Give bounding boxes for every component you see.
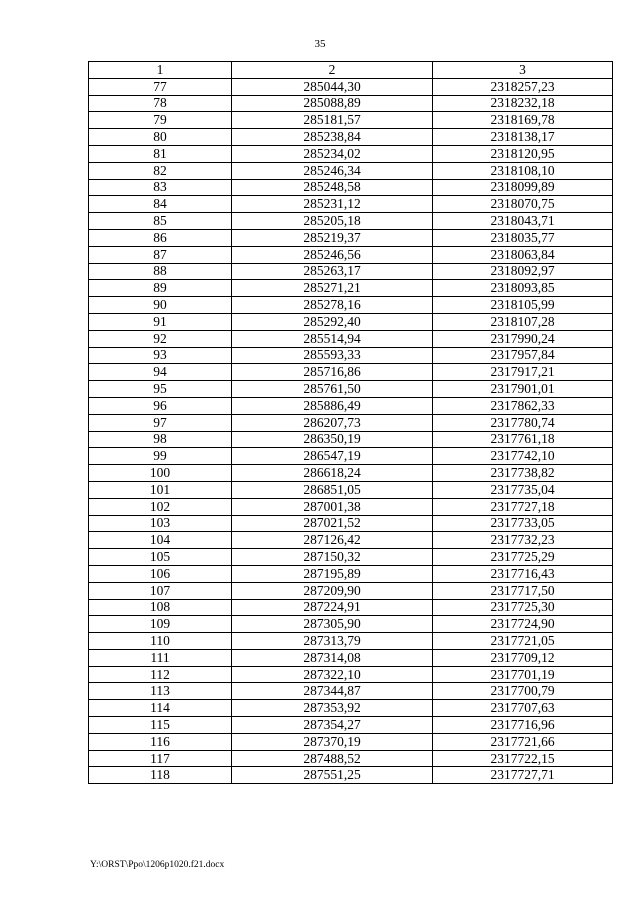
table-cell-col-3: 2318043,71 — [433, 213, 613, 230]
table-cell-col-3: 2317735,04 — [433, 481, 613, 498]
table-cell-col-3: 2317716,96 — [433, 717, 613, 734]
table-cell-col-2: 285271,21 — [232, 280, 433, 297]
table-cell-col-2: 285246,34 — [232, 162, 433, 179]
table-cell-col-1: 100 — [89, 465, 232, 482]
table-body — [89, 78, 613, 783]
table-row — [89, 465, 613, 482]
table-cell-col-1: 98 — [89, 431, 232, 448]
table-row — [89, 112, 613, 129]
table-cell-col-1: 96 — [89, 397, 232, 414]
table-cell-col-2: 285044,30 — [232, 78, 433, 95]
table-cell-col-1: 90 — [89, 297, 232, 314]
table-cell-col-2: 287001,38 — [232, 498, 433, 515]
table-cell-col-2: 287551,25 — [232, 767, 433, 784]
table-row — [89, 347, 613, 364]
table-cell-col-3: 2317727,71 — [433, 767, 613, 784]
table-row — [89, 666, 613, 683]
table-row — [89, 599, 613, 616]
table-cell-col-2: 285292,40 — [232, 313, 433, 330]
table-cell-col-2: 287209,90 — [232, 582, 433, 599]
table-row — [89, 313, 613, 330]
table-cell-col-2: 287126,42 — [232, 532, 433, 549]
table-row — [89, 549, 613, 566]
table-row — [89, 229, 613, 246]
table-row — [89, 280, 613, 297]
table-cell-col-1: 94 — [89, 364, 232, 381]
table-row — [89, 717, 613, 734]
table-cell-col-3: 2318035,77 — [433, 229, 613, 246]
table-cell-col-1: 118 — [89, 767, 232, 784]
table-cell-col-1: 106 — [89, 565, 232, 582]
table-cell-col-1: 89 — [89, 280, 232, 297]
table-cell-col-2: 286547,19 — [232, 448, 433, 465]
table-cell-col-2: 286207,73 — [232, 414, 433, 431]
table-cell-col-1: 85 — [89, 213, 232, 230]
table-cell-col-3: 2317709,12 — [433, 649, 613, 666]
table-cell-col-3: 2318107,28 — [433, 313, 613, 330]
table-cell-col-1: 111 — [89, 649, 232, 666]
table-cell-col-2: 285181,57 — [232, 112, 433, 129]
table-cell-col-3: 2317707,63 — [433, 700, 613, 717]
table-cell-col-3: 2318120,95 — [433, 145, 613, 162]
table-cell-col-2: 286350,19 — [232, 431, 433, 448]
table-row — [89, 129, 613, 146]
table-cell-col-1: 104 — [89, 532, 232, 549]
table-cell-col-3: 2318092,97 — [433, 263, 613, 280]
table-row — [89, 162, 613, 179]
table-cell-col-3: 2317722,15 — [433, 750, 613, 767]
table-cell-col-1: 103 — [89, 515, 232, 532]
table-cell-col-2: 285716,86 — [232, 364, 433, 381]
table-row — [89, 297, 613, 314]
table-cell-col-2: 285231,12 — [232, 196, 433, 213]
table-cell-col-1: 92 — [89, 330, 232, 347]
table-cell-col-2: 286851,05 — [232, 481, 433, 498]
table-cell-col-2: 285238,84 — [232, 129, 433, 146]
table-cell-col-1: 102 — [89, 498, 232, 515]
table-cell-col-1: 91 — [89, 313, 232, 330]
table-cell-col-1: 79 — [89, 112, 232, 129]
table-row — [89, 364, 613, 381]
table-cell-col-3: 2318108,10 — [433, 162, 613, 179]
table-cell-col-2: 287322,10 — [232, 666, 433, 683]
table-cell-col-3: 2318257,23 — [433, 78, 613, 95]
table-cell-col-3: 2317738,82 — [433, 465, 613, 482]
table-cell-col-3: 2318138,17 — [433, 129, 613, 146]
table-cell-col-1: 95 — [89, 381, 232, 398]
table-cell-col-2: 285886,49 — [232, 397, 433, 414]
table-row — [89, 145, 613, 162]
table-cell-col-3: 2318099,89 — [433, 179, 613, 196]
table-row — [89, 330, 613, 347]
table-cell-col-1: 109 — [89, 616, 232, 633]
table-cell-col-1: 107 — [89, 582, 232, 599]
table-cell-col-3: 2318105,99 — [433, 297, 613, 314]
table-row — [89, 498, 613, 515]
table-cell-col-1: 77 — [89, 78, 232, 95]
table-row — [89, 481, 613, 498]
table-row — [89, 733, 613, 750]
table-cell-col-3: 2317917,21 — [433, 364, 613, 381]
table-row — [89, 649, 613, 666]
table-cell-col-3: 2317716,43 — [433, 565, 613, 582]
table-cell-col-3: 2317701,19 — [433, 666, 613, 683]
table-row — [89, 515, 613, 532]
table-cell-col-2: 285263,17 — [232, 263, 433, 280]
table-cell-col-3: 2317724,90 — [433, 616, 613, 633]
table-row — [89, 78, 613, 95]
table-cell-col-3: 2317733,05 — [433, 515, 613, 532]
table-cell-col-3: 2317862,33 — [433, 397, 613, 414]
table-cell-col-2: 285514,94 — [232, 330, 433, 347]
table-cell-col-1: 114 — [89, 700, 232, 717]
column-header-2: 2 — [232, 62, 433, 79]
table-cell-col-1: 112 — [89, 666, 232, 683]
table-cell-col-1: 84 — [89, 196, 232, 213]
table-cell-col-1: 113 — [89, 683, 232, 700]
table-row — [89, 397, 613, 414]
table-cell-col-2: 287021,52 — [232, 515, 433, 532]
table-cell-col-2: 285278,16 — [232, 297, 433, 314]
table-cell-col-3: 2317727,18 — [433, 498, 613, 515]
table-row — [89, 750, 613, 767]
table-cell-col-3: 2318232,18 — [433, 95, 613, 112]
table-cell-col-3: 2317725,29 — [433, 549, 613, 566]
table-row — [89, 381, 613, 398]
table-cell-col-2: 287195,89 — [232, 565, 433, 582]
table-cell-col-1: 82 — [89, 162, 232, 179]
table-cell-col-1: 83 — [89, 179, 232, 196]
table-cell-col-1: 78 — [89, 95, 232, 112]
table-cell-col-3: 2318093,85 — [433, 280, 613, 297]
table-cell-col-3: 2317990,24 — [433, 330, 613, 347]
table-cell-col-2: 287305,90 — [232, 616, 433, 633]
table-cell-col-1: 99 — [89, 448, 232, 465]
table-cell-col-1: 116 — [89, 733, 232, 750]
table-cell-col-3: 2317717,50 — [433, 582, 613, 599]
table-row — [89, 582, 613, 599]
table-cell-col-2: 287353,92 — [232, 700, 433, 717]
table-cell-col-2: 285234,02 — [232, 145, 433, 162]
table-cell-col-1: 108 — [89, 599, 232, 616]
table-header — [89, 62, 613, 79]
column-header-1: 1 — [89, 62, 232, 79]
table-cell-col-3: 2317721,66 — [433, 733, 613, 750]
table-cell-col-2: 287370,19 — [232, 733, 433, 750]
table-cell-col-1: 97 — [89, 414, 232, 431]
table-cell-col-2: 286618,24 — [232, 465, 433, 482]
table-cell-col-1: 80 — [89, 129, 232, 146]
table-cell-col-2: 285205,18 — [232, 213, 433, 230]
table-cell-col-2: 285761,50 — [232, 381, 433, 398]
table-cell-col-1: 105 — [89, 549, 232, 566]
table-row — [89, 431, 613, 448]
table-cell-col-3: 2317780,74 — [433, 414, 613, 431]
table-cell-col-1: 110 — [89, 633, 232, 650]
footer-file-path: Y:\ORST\Ppo\1206p1020.f21.docx — [90, 860, 225, 870]
table-row — [89, 633, 613, 650]
table-cell-col-2: 287314,08 — [232, 649, 433, 666]
header-row — [89, 62, 613, 79]
table-row — [89, 263, 613, 280]
table-cell-col-2: 287344,87 — [232, 683, 433, 700]
table-cell-col-2: 285219,37 — [232, 229, 433, 246]
coordinates-table — [88, 61, 613, 784]
table-cell-col-3: 2317732,23 — [433, 532, 613, 549]
table-cell-col-1: 117 — [89, 750, 232, 767]
table-cell-col-3: 2317700,79 — [433, 683, 613, 700]
table-cell-col-2: 287488,52 — [232, 750, 433, 767]
table-cell-col-3: 2318169,78 — [433, 112, 613, 129]
table-cell-col-1: 87 — [89, 246, 232, 263]
table-cell-col-3: 2317761,18 — [433, 431, 613, 448]
table-cell-col-3: 2318070,75 — [433, 196, 613, 213]
table-row — [89, 448, 613, 465]
table-row — [89, 179, 613, 196]
table-cell-col-3: 2317957,84 — [433, 347, 613, 364]
table-cell-col-2: 285088,89 — [232, 95, 433, 112]
table-cell-col-3: 2317721,05 — [433, 633, 613, 650]
table-row — [89, 414, 613, 431]
table-row — [89, 213, 613, 230]
table-row — [89, 767, 613, 784]
column-header-3: 3 — [433, 62, 613, 79]
table-cell-col-2: 285248,58 — [232, 179, 433, 196]
table-cell-col-3: 2317725,30 — [433, 599, 613, 616]
table-cell-col-2: 287150,32 — [232, 549, 433, 566]
table-cell-col-3: 2317901,01 — [433, 381, 613, 398]
table-cell-col-1: 93 — [89, 347, 232, 364]
table-row — [89, 683, 613, 700]
table-row — [89, 532, 613, 549]
table-cell-col-3: 2317742,10 — [433, 448, 613, 465]
table-cell-col-1: 86 — [89, 229, 232, 246]
table-cell-col-2: 287313,79 — [232, 633, 433, 650]
table-cell-col-2: 285246,56 — [232, 246, 433, 263]
table-cell-col-3: 2318063,84 — [433, 246, 613, 263]
table-row — [89, 196, 613, 213]
table-row — [89, 700, 613, 717]
table-cell-col-1: 88 — [89, 263, 232, 280]
table-row — [89, 246, 613, 263]
table-cell-col-2: 285593,33 — [232, 347, 433, 364]
table-row — [89, 565, 613, 582]
table-row — [89, 95, 613, 112]
table-row — [89, 616, 613, 633]
table-cell-col-2: 287224,91 — [232, 599, 433, 616]
page-number: 35 — [314, 38, 326, 50]
table-cell-col-1: 81 — [89, 145, 232, 162]
table-cell-col-1: 101 — [89, 481, 232, 498]
table-cell-col-2: 287354,27 — [232, 717, 433, 734]
table-cell-col-1: 115 — [89, 717, 232, 734]
